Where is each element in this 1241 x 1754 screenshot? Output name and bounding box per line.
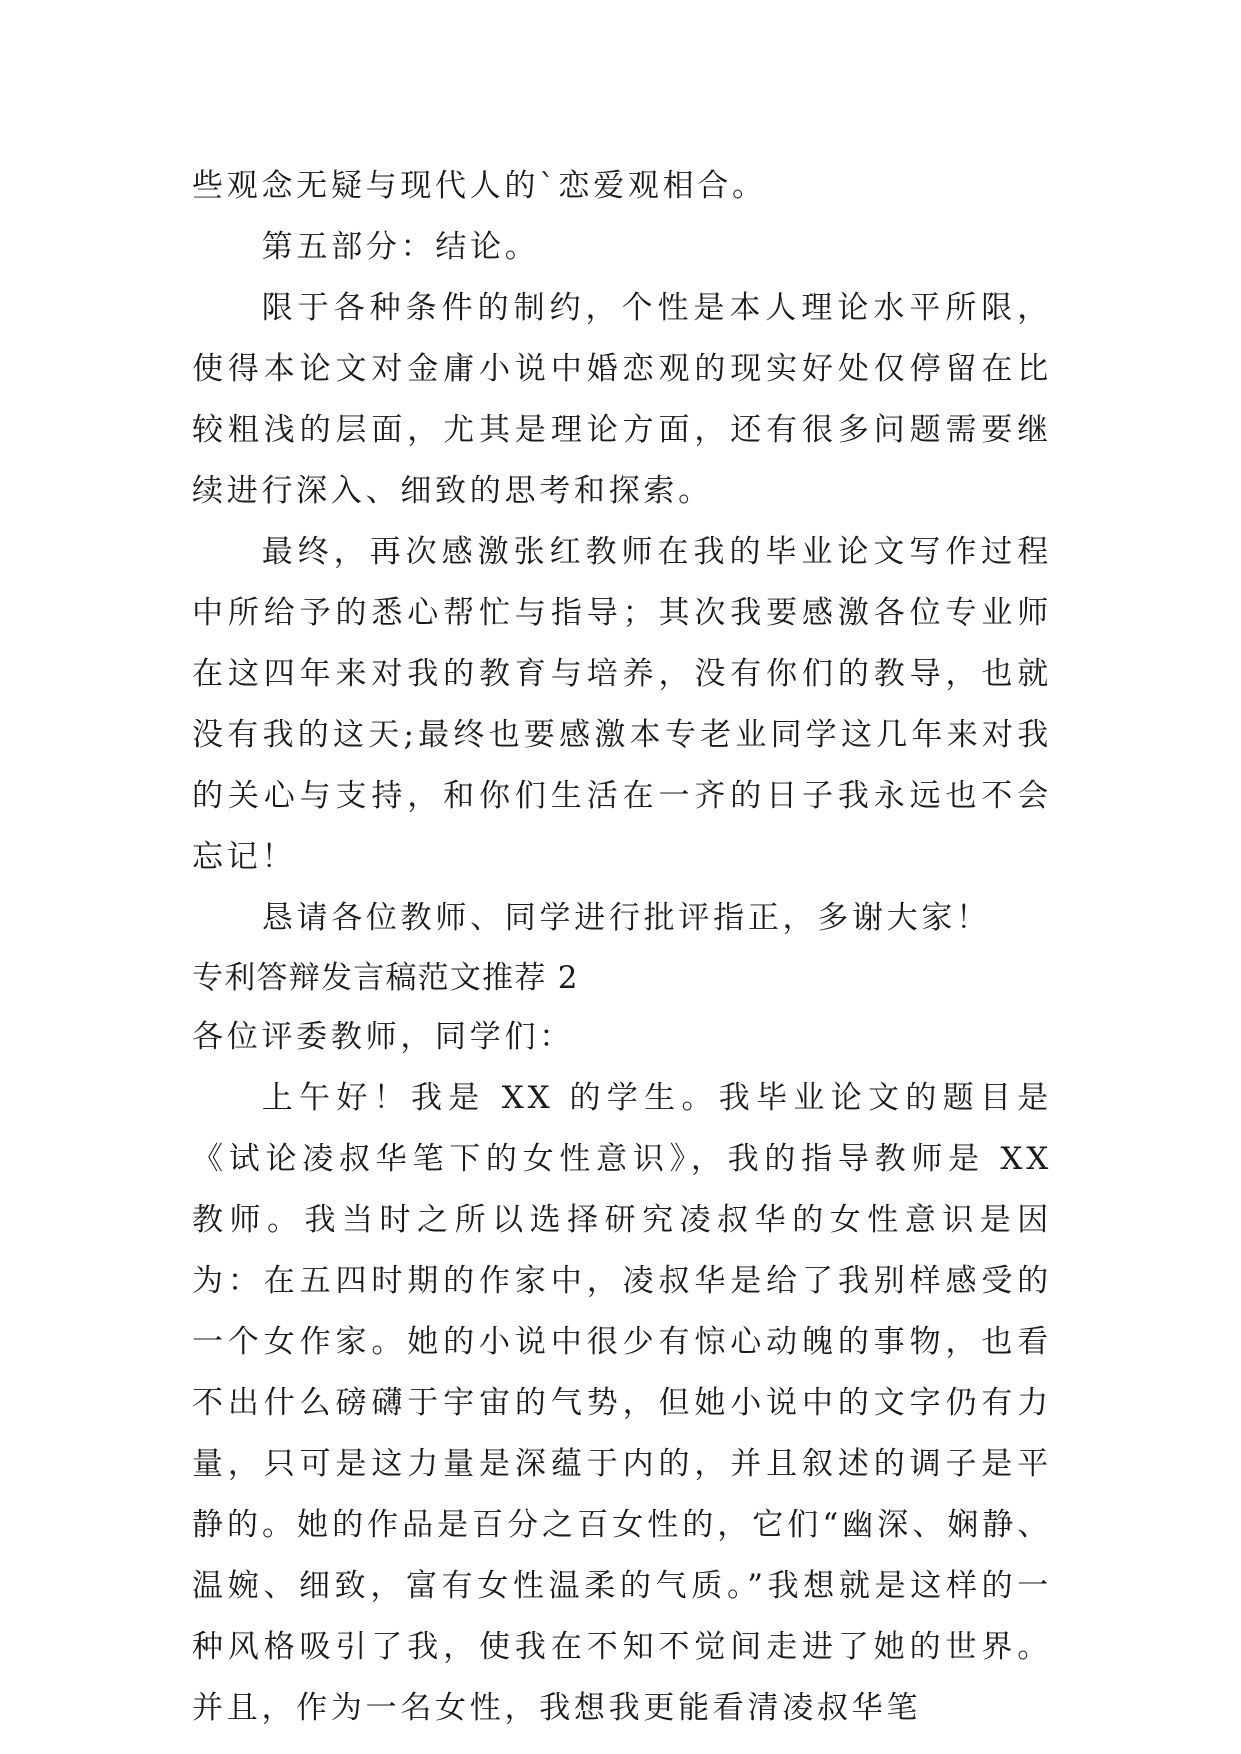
paragraph-part-five-heading: 第五部分：结论。 [261, 229, 540, 265]
paragraph-conclusion: 限于各种条件的制约，个性是本人理论水平所限，使得本论文对金庸小说中婚恋观的现实好处仅停留在比较粗浅的层面，尤其是理论方面，还有很多问题需要继续进行深入、细致的思考和探索。 [192, 290, 1052, 509]
section-title: 专利答辩发言稿范文推荐 2 [192, 960, 579, 996]
paragraph-acknowledgements: 最终，再次感激张红教师在我的毕业论文写作过程中所给予的悉心帮忙与指导；其次我要感激各位专业师在这四年来对我的教育与培养，没有你们的教导，也就没有我的这天;最终也要感激本专老业同学这几年来对我的关心与支持，和你们生活在一齐的日子我永远也不会忘记！ [192, 534, 1052, 875]
salutation: 各位评委教师，同学们： [192, 1019, 574, 1055]
paragraph-speech-opening: 上午好！我是 XX 的学生。我毕业论文的题目是《试论凌叔华笔下的女性意识》，我的指导教师是 XX 教师。我当时之所以选择研究凌叔华的女性意识是因为：在五四时期的作家中，凌叔华是给了我别样感受的一个女作家。她的小说中很少有惊心动魄的事物，也看不出什么磅礴于宇宙的气势，但她小说中的文字仍有力量，只可是这力量是深蕴于内的，并且叙述的调子是平静的。她的作品是百分之百女性的，它们“幽深、娴静、温婉、细致，富有女性温柔的气质。”我想就是这样的一种风格吸引了我，使我在不知不觉间走进了她的世界。并且，作为一名女性，我想我更能看清凌叔华笔 [192, 1080, 1052, 1726]
document-body [192, 156, 1052, 1739]
paragraph-continuation: 些观念无疑与现代人的`恋爱观相合。 [192, 168, 767, 204]
paragraph-request-critique: 恳请各位教师、同学进行批评指正，多谢大家！ [261, 900, 991, 936]
